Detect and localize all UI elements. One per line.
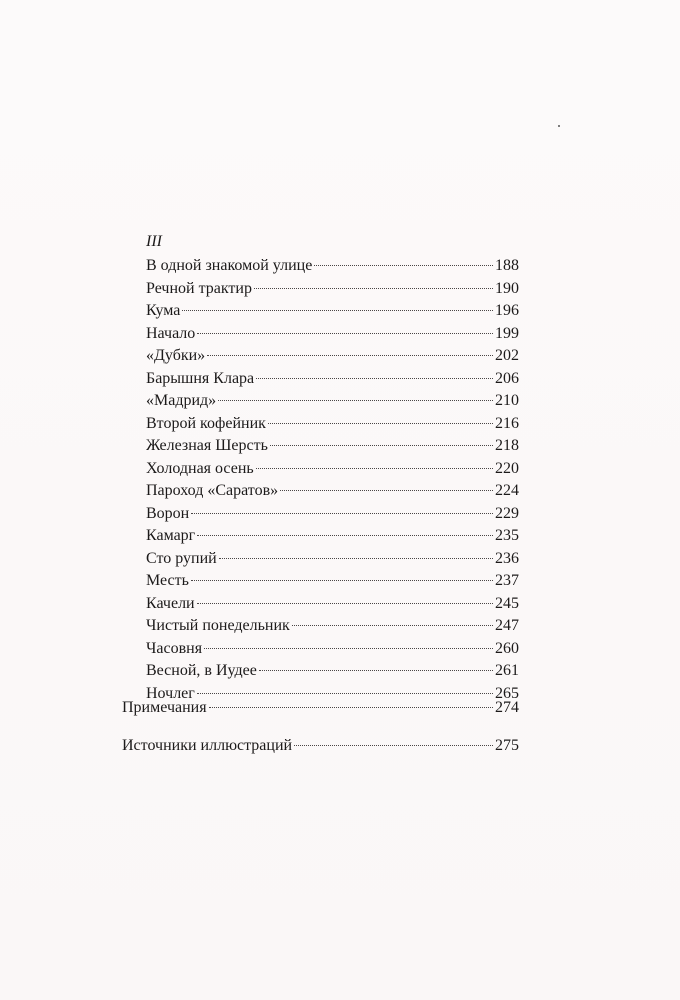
toc-entry-title: «Мадрид» [146,392,217,409]
toc-entry-page: 220 [495,459,519,477]
dot-leader [292,625,493,626]
toc-entry-page: 265 [495,684,519,702]
dot-leader [191,513,493,514]
toc-entry-page: 199 [495,324,519,342]
toc-entry[interactable] [146,391,519,414]
toc-entry-title: Железная Шерсть [146,437,268,454]
toc-entry-page: 260 [495,639,519,657]
dot-leader [314,265,493,266]
toc-entry[interactable] [146,324,519,347]
toc-entry-title: Ночлег [146,684,195,702]
toc-entry-title: В одной знакомой улице [146,257,313,274]
toc-entry-page: 235 [495,527,519,544]
dot-leader [256,378,493,379]
toc-entry[interactable] [146,369,519,392]
toc-entry[interactable] [146,459,519,482]
dot-leader [204,648,493,649]
dot-leader [209,707,493,708]
toc-entry-page: 218 [495,437,519,454]
dot-leader [268,423,493,424]
dot-leader [197,693,493,694]
toc-entry-title: Сто рупий [146,549,217,567]
toc-entry[interactable] [146,346,519,369]
toc-entry-title: Речной трактир [146,279,252,297]
ink-speck [558,125,560,127]
toc-entry[interactable] [146,549,519,572]
toc-entry-title: Холодная осень [146,459,254,477]
toc-entry-title: Пароход «Саратов» [146,482,279,499]
section-numeral: III [146,233,162,250]
dot-leader [197,603,493,604]
back-matter-title: Источники иллюстраций [122,737,293,754]
toc-entry-title: Часовня [146,639,203,657]
toc-entry-page: 245 [495,594,519,612]
toc-entry[interactable] [146,504,519,527]
toc-entry[interactable] [146,526,519,549]
toc-entry[interactable] [146,301,519,324]
dot-leader [256,468,493,469]
toc-entry-title: Второй кофейник [146,414,266,432]
toc-entry-title: Месть [146,572,189,589]
toc-entry[interactable] [146,436,519,459]
back-matter-page: 274 [495,699,519,716]
toc-entry-page: 206 [495,369,519,387]
toc-entry-title: Начало [146,324,196,342]
back-matter-list [122,698,519,718]
toc-entry-page: 224 [495,482,519,499]
back-matter-entry[interactable] [122,698,519,718]
toc-entry-title: Камарг [146,527,196,544]
toc-entry-page: 202 [495,347,519,364]
toc-entry[interactable] [146,661,519,684]
dot-leader [207,355,493,356]
toc-entry[interactable] [146,639,519,662]
dot-leader [294,745,493,746]
toc-entry-page: 188 [495,257,519,274]
dot-leader [219,558,493,559]
toc-entry-title: Весной, в Иудее [146,662,257,679]
toc-entry-page: 210 [495,392,519,409]
toc-entry[interactable] [146,279,519,302]
toc-entry-page: 247 [495,617,519,634]
back-matter-page: 275 [495,737,519,754]
back-matter-list [122,736,519,756]
toc-entry-page: 190 [495,279,519,297]
toc-entry-page: 237 [495,572,519,589]
toc-entry[interactable] [146,594,519,617]
toc-entry-page: 261 [495,662,519,679]
dot-leader [218,400,493,401]
toc-entry[interactable] [146,256,519,279]
toc-entry-title: «Дубки» [146,347,206,364]
dot-leader [191,580,493,581]
toc-entry-page: 229 [495,504,519,522]
toc-list [146,256,519,706]
toc-entry[interactable] [146,616,519,639]
toc-entry-page: 216 [495,414,519,432]
toc-entry-title: Чистый понедельник [146,617,290,634]
toc-entry[interactable] [146,571,519,594]
dot-leader [197,333,493,334]
dot-leader [254,288,493,289]
toc-entry-title: Качели [146,594,195,612]
toc-entry-title: Барышня Клара [146,369,255,387]
dot-leader [259,670,493,671]
toc-entry-page: 196 [495,302,519,319]
dot-leader [270,445,493,446]
toc-entry-title: Кума [146,302,181,319]
toc-entry[interactable] [146,481,519,504]
back-matter-title: Примечания [122,699,207,716]
dot-leader [182,310,493,311]
toc-entry-title: Ворон [146,504,190,522]
back-matter-entry[interactable] [122,736,519,756]
toc-entry[interactable] [146,414,519,437]
toc-entry-page: 236 [495,549,519,567]
dot-leader [280,490,493,491]
dot-leader [197,535,493,536]
